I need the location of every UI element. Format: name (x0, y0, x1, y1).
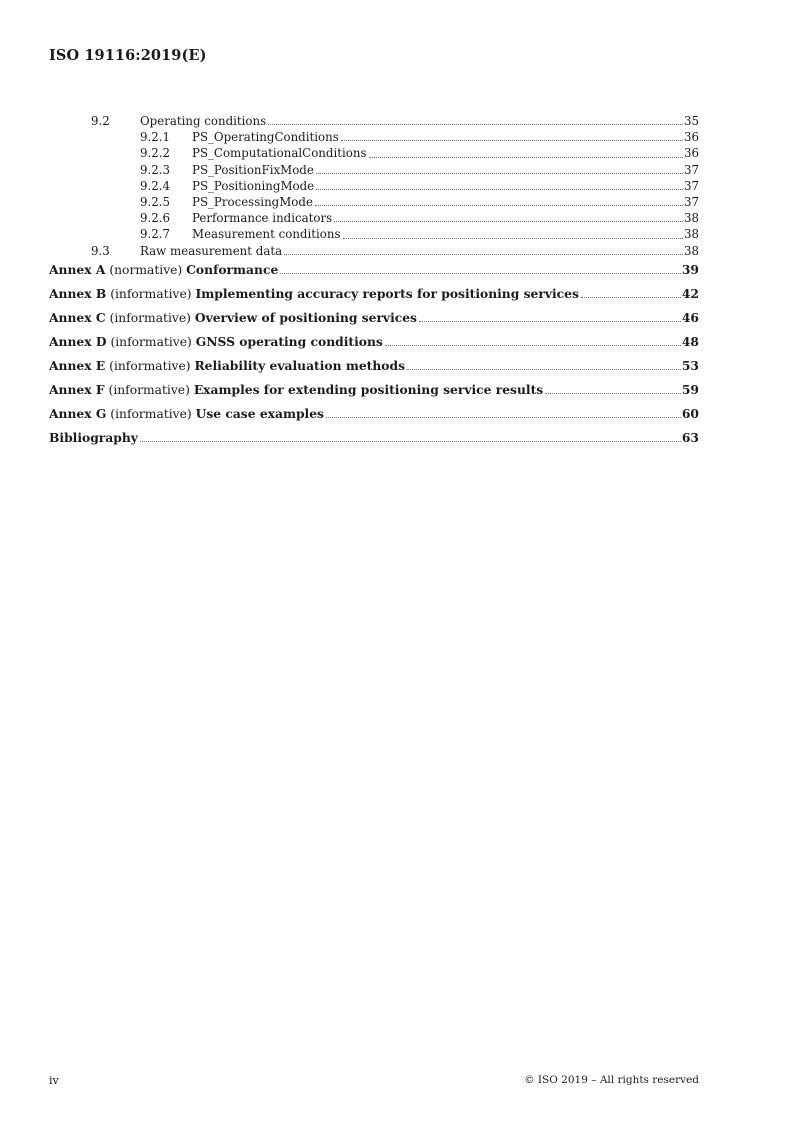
toc-entry-9-2-3[interactable] (49, 162, 699, 178)
toc-entry-number: 9.3 (91, 243, 110, 258)
annex-title: Examples for extending positioning service results (193, 381, 544, 397)
toc-leader-dots (343, 238, 683, 239)
toc-entry-9-3[interactable] (49, 243, 699, 259)
toc-entry-title: Operating conditions (140, 114, 267, 128)
toc-entry-annex-a[interactable] (49, 262, 699, 278)
toc-entry-title: Measurement conditions (192, 227, 341, 242)
annex-type: (informative) (108, 382, 190, 397)
toc-entry-number: 9.2.2 (140, 146, 171, 161)
annex-title: GNSS operating conditions (195, 333, 383, 349)
toc-entry-page: 59 (681, 381, 699, 397)
annex-label: Annex E (49, 357, 106, 373)
toc-entry-page: 46 (681, 309, 699, 325)
annex-label: Annex G (49, 405, 107, 421)
annex-label: Annex C (49, 309, 106, 325)
annex-title: Conformance (186, 261, 279, 277)
table-of-contents (49, 113, 699, 446)
document-id: ISO 19116:2019(E) (49, 47, 207, 64)
toc-entry-page: 42 (681, 285, 699, 301)
toc-leader-dots (407, 369, 681, 370)
toc-entry-annex-b[interactable] (49, 286, 699, 302)
toc-entry-page: 63 (681, 429, 699, 445)
toc-entry-page: 38 (683, 211, 699, 226)
annex-label: Annex B (49, 285, 107, 301)
toc-entry-9-2-5[interactable] (49, 194, 699, 210)
toc-entry-9-2-4[interactable] (49, 178, 699, 194)
toc-entry-annex-f[interactable] (49, 382, 699, 398)
toc-entry-title: PS_PositioningMode (192, 178, 315, 193)
toc-entry-title: PS_ComputationalConditions (192, 146, 367, 161)
toc-entry-page: 37 (683, 162, 699, 177)
toc-entry-page: 60 (681, 405, 699, 421)
page-number: iv (49, 1074, 59, 1087)
annex-label: Annex D (49, 333, 107, 349)
toc-entry-9-2-7[interactable] (49, 226, 699, 242)
toc-entry-annex-c[interactable] (49, 310, 699, 326)
toc-entry-annex-e[interactable] (49, 358, 699, 374)
annex-type: (informative) (110, 406, 192, 421)
toc-entry-number: 9.2.4 (140, 178, 171, 193)
toc-leader-dots (268, 124, 683, 125)
toc-entry-page: 37 (683, 178, 699, 193)
toc-entry-page: 38 (683, 243, 699, 258)
toc-entry-annex-g[interactable] (49, 406, 699, 422)
toc-entry-title: PS_OperatingConditions (192, 130, 339, 145)
toc-leader-dots (280, 273, 681, 274)
annex-title: Use case examples (195, 405, 324, 421)
toc-entry-9-2-2[interactable] (49, 145, 699, 161)
annex-type: (informative) (110, 286, 192, 301)
toc-entry-title: Performance indicators (192, 211, 333, 226)
toc-leader-dots (334, 221, 683, 222)
annex-type: (informative) (109, 310, 191, 325)
copyright-notice: © ISO 2019 – All rights reserved (524, 1074, 699, 1086)
annex-title: Implementing accuracy reports for positioning services (195, 285, 579, 301)
toc-leader-dots (284, 254, 683, 255)
toc-leader-dots (316, 189, 683, 190)
toc-entry-page: 37 (683, 195, 699, 210)
toc-entry-9-2-6[interactable] (49, 210, 699, 226)
toc-entry-9-2-1[interactable] (49, 129, 699, 145)
toc-entry-number: 9.2.7 (140, 227, 171, 242)
toc-leader-dots (385, 345, 681, 346)
annex-label: Annex A (49, 261, 106, 277)
toc-entry-page: 38 (683, 227, 699, 242)
toc-entry-number: 9.2.3 (140, 162, 171, 177)
annex-title: Overview of positioning services (194, 309, 417, 325)
toc-leader-dots (316, 173, 683, 174)
toc-entry-page: 36 (683, 146, 699, 161)
toc-entry-number: 9.2.1 (140, 130, 171, 145)
annex-label: Annex F (49, 381, 105, 397)
annex-type: (normative) (109, 262, 183, 277)
toc-leader-dots (326, 417, 681, 418)
toc-entry-title: PS_ProcessingMode (192, 195, 313, 210)
annex-type: (informative) (110, 334, 192, 349)
toc-entry-page: 35 (683, 114, 699, 128)
toc-entry-bibliography[interactable] (49, 430, 699, 446)
annex-type: (informative) (109, 358, 191, 373)
toc-entry-number: 9.2.5 (140, 195, 171, 210)
toc-leader-dots (545, 393, 681, 394)
toc-entry-page: 48 (681, 333, 699, 349)
toc-entry-title: Raw measurement data (140, 243, 283, 258)
page-footer (49, 1074, 699, 1087)
toc-entry-number: 9.2 (91, 114, 110, 128)
toc-entry-page: 53 (681, 357, 699, 373)
toc-leader-dots (581, 297, 681, 298)
toc-entry-page: 36 (683, 130, 699, 145)
annex-title: Reliability evaluation methods (194, 357, 405, 373)
toc-leader-dots (140, 441, 681, 442)
toc-leader-dots (341, 140, 683, 141)
toc-leader-dots (315, 205, 683, 206)
toc-entry-number: 9.2.6 (140, 211, 171, 226)
toc-leader-dots (419, 321, 681, 322)
toc-leader-dots (369, 157, 683, 158)
toc-entry-9-2[interactable] (49, 113, 699, 129)
bibliography-title: Bibliography (49, 429, 138, 445)
toc-entry-title: PS_PositionFixMode (192, 162, 314, 177)
toc-entry-annex-d[interactable] (49, 334, 699, 350)
toc-entry-page: 39 (681, 261, 699, 277)
